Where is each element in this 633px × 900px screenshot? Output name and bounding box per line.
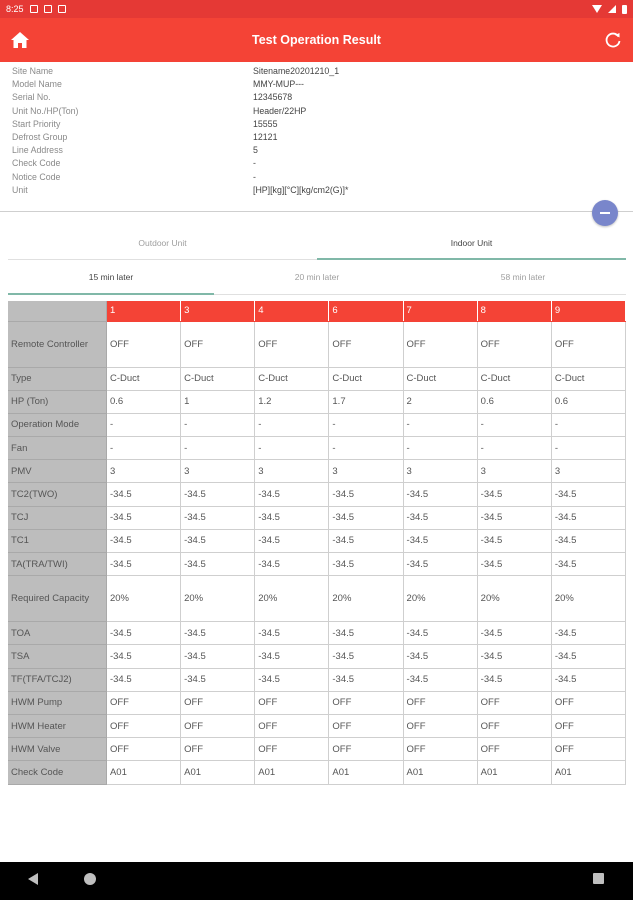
table-cell: A01 xyxy=(551,761,625,784)
info-row xyxy=(12,78,612,91)
table-cell: -34.5 xyxy=(255,553,329,576)
table-cell: -34.5 xyxy=(329,529,403,552)
table-cell: OFF xyxy=(106,714,180,737)
table-cell: -34.5 xyxy=(255,668,329,691)
table-cell: -34.5 xyxy=(477,668,551,691)
info-value: [HP][kg][°C][kg/cm2(G)]* xyxy=(253,184,349,195)
tab-15-min-later[interactable]: 15 min later xyxy=(8,265,214,295)
row-label: TOA xyxy=(8,622,106,645)
table-cell: -34.5 xyxy=(255,529,329,552)
info-value: MMY-MUP--- xyxy=(253,79,304,90)
table-cell: OFF xyxy=(329,691,403,714)
table-cell: -34.5 xyxy=(329,622,403,645)
row-label: Operation Mode xyxy=(8,413,106,436)
table-cell: 0.6 xyxy=(551,390,625,413)
column-header: 4 xyxy=(255,301,329,321)
row-label: TC2(TWO) xyxy=(8,483,106,506)
row-label: PMV xyxy=(8,460,106,483)
divider xyxy=(0,211,633,212)
table-cell: -34.5 xyxy=(106,622,180,645)
table-cell: -34.5 xyxy=(106,645,180,668)
table-cell: -34.5 xyxy=(551,622,625,645)
table-header-row xyxy=(8,301,626,321)
table-cell: 3 xyxy=(255,460,329,483)
table-cell: -34.5 xyxy=(403,506,477,529)
table-cell: OFF xyxy=(181,321,255,367)
table-row xyxy=(8,460,626,483)
table-cell: 3 xyxy=(403,460,477,483)
row-label: HWM Pump xyxy=(8,691,106,714)
table-cell: - xyxy=(403,413,477,436)
table-cell: - xyxy=(477,413,551,436)
row-label: TSA xyxy=(8,645,106,668)
back-icon[interactable] xyxy=(28,873,38,885)
table-cell: -34.5 xyxy=(106,529,180,552)
table-cell: C-Duct xyxy=(329,367,403,390)
table-cell: C-Duct xyxy=(181,367,255,390)
info-value: 5 xyxy=(253,145,258,156)
table-cell: 3 xyxy=(329,460,403,483)
table-cell: 20% xyxy=(477,576,551,622)
table-cell: -34.5 xyxy=(255,506,329,529)
table-cell: 0.6 xyxy=(106,390,180,413)
info-row xyxy=(12,105,612,118)
table-cell: -34.5 xyxy=(403,668,477,691)
table-row xyxy=(8,761,626,784)
table-row xyxy=(8,321,626,367)
table-row xyxy=(8,390,626,413)
table-cell: OFF xyxy=(106,738,180,761)
table-cell: - xyxy=(255,437,329,460)
table-cell: -34.5 xyxy=(181,483,255,506)
table-row xyxy=(8,413,626,436)
table-cell: -34.5 xyxy=(403,553,477,576)
table-cell: - xyxy=(477,437,551,460)
minus-icon xyxy=(600,212,610,214)
table-row xyxy=(8,645,626,668)
table-cell: - xyxy=(551,413,625,436)
table-cell: - xyxy=(181,437,255,460)
table-cell: C-Duct xyxy=(255,367,329,390)
home-button[interactable] xyxy=(0,18,40,62)
row-label: Fan xyxy=(8,437,106,460)
info-value: 12345678 xyxy=(253,92,293,103)
table-cell: OFF xyxy=(403,321,477,367)
site-info-panel xyxy=(12,65,612,197)
table-cell: A01 xyxy=(255,761,329,784)
table-cell: -34.5 xyxy=(551,506,625,529)
refresh-button[interactable] xyxy=(593,18,633,62)
status-time: 8:25 xyxy=(6,4,24,14)
table-row xyxy=(8,529,626,552)
info-row xyxy=(12,171,612,184)
table-row xyxy=(8,553,626,576)
table-cell: OFF xyxy=(106,321,180,367)
table-cell: C-Duct xyxy=(477,367,551,390)
table-cell: -34.5 xyxy=(255,483,329,506)
signal-icon xyxy=(608,5,616,13)
table-cell: -34.5 xyxy=(477,553,551,576)
table-cell: 20% xyxy=(106,576,180,622)
table-cell: OFF xyxy=(551,738,625,761)
table-cell: - xyxy=(403,437,477,460)
tab-20-min-later[interactable]: 20 min later xyxy=(214,265,420,295)
table-cell: OFF xyxy=(255,714,329,737)
table-cell: OFF xyxy=(255,738,329,761)
table-cell: OFF xyxy=(477,738,551,761)
table-cell: -34.5 xyxy=(477,622,551,645)
info-label: Notice Code xyxy=(12,171,61,182)
info-label: Line Address xyxy=(12,145,63,156)
table-row xyxy=(8,691,626,714)
table-cell: 20% xyxy=(181,576,255,622)
table-cell: A01 xyxy=(477,761,551,784)
table-cell: -34.5 xyxy=(106,483,180,506)
notification-icon xyxy=(30,5,38,13)
table-row xyxy=(8,483,626,506)
row-label: Remote Controller xyxy=(8,321,106,367)
info-row xyxy=(12,65,612,78)
info-value: Sitename20201210_1 xyxy=(253,66,340,76)
table-cell: -34.5 xyxy=(106,506,180,529)
table-cell: OFF xyxy=(181,691,255,714)
table-cell: OFF xyxy=(551,321,625,367)
table-cell: -34.5 xyxy=(329,553,403,576)
info-value: 15555 xyxy=(253,118,278,129)
table-cell: C-Duct xyxy=(106,367,180,390)
tab-indoor-unit[interactable]: Indoor Unit xyxy=(317,230,626,260)
table-row xyxy=(8,367,626,390)
wifi-icon xyxy=(592,5,602,13)
row-label: HWM Heater xyxy=(8,714,106,737)
battery-icon xyxy=(622,5,627,14)
shield-icon xyxy=(58,5,66,13)
table-cell: -34.5 xyxy=(403,483,477,506)
table-cell: 3 xyxy=(551,460,625,483)
info-label: Check Code xyxy=(12,158,61,169)
table-cell: -34.5 xyxy=(477,645,551,668)
row-label: HP (Ton) xyxy=(8,390,106,413)
refresh-icon xyxy=(604,31,622,49)
table-cell: - xyxy=(551,437,625,460)
table-cell: 3 xyxy=(477,460,551,483)
table-cell: -34.5 xyxy=(255,645,329,668)
row-label: HWM Valve xyxy=(8,738,106,761)
home-circle-icon[interactable] xyxy=(84,873,96,885)
table-cell: OFF xyxy=(477,321,551,367)
column-header: 8 xyxy=(477,301,551,321)
table-cell: -34.5 xyxy=(106,668,180,691)
table-row xyxy=(8,437,626,460)
table-cell: OFF xyxy=(181,714,255,737)
table-cell: -34.5 xyxy=(551,483,625,506)
info-value: Header/22HP xyxy=(253,105,307,116)
table-cell: - xyxy=(255,413,329,436)
status-bar xyxy=(0,0,633,18)
info-label: Site Name xyxy=(12,66,54,76)
row-label: Check Code xyxy=(8,761,106,784)
table-cell: OFF xyxy=(255,691,329,714)
table-cell: A01 xyxy=(329,761,403,784)
info-label: Unit No./HP(Ton) xyxy=(12,105,79,116)
table-cell: OFF xyxy=(329,738,403,761)
table-cell: 1 xyxy=(181,390,255,413)
info-label: Serial No. xyxy=(12,92,51,103)
column-header: 1 xyxy=(106,301,180,321)
result-table xyxy=(8,301,626,785)
table-cell: - xyxy=(181,413,255,436)
row-label: TC1 xyxy=(8,529,106,552)
table-cell: 20% xyxy=(255,576,329,622)
table-cell: -34.5 xyxy=(551,668,625,691)
table-cell: 0.6 xyxy=(477,390,551,413)
table-cell: OFF xyxy=(551,691,625,714)
column-header: 3 xyxy=(181,301,255,321)
info-label: Defrost Group xyxy=(12,131,68,142)
column-header: 7 xyxy=(403,301,477,321)
table-cell: -34.5 xyxy=(477,506,551,529)
table-cell: OFF xyxy=(181,738,255,761)
app-bar xyxy=(0,18,633,62)
table-cell: -34.5 xyxy=(181,645,255,668)
table-cell: OFF xyxy=(329,714,403,737)
table-cell: - xyxy=(106,413,180,436)
table-cell: -34.5 xyxy=(106,553,180,576)
table-row xyxy=(8,576,626,622)
column-header: 6 xyxy=(329,301,403,321)
table-cell: 1.2 xyxy=(255,390,329,413)
table-cell: 20% xyxy=(551,576,625,622)
sd-card-icon xyxy=(44,5,52,13)
table-cell: -34.5 xyxy=(329,645,403,668)
table-cell: -34.5 xyxy=(255,622,329,645)
row-label: TA(TRA/TWI) xyxy=(8,553,106,576)
result-table-container[interactable] xyxy=(8,301,626,786)
home-icon xyxy=(10,31,30,49)
table-cell: - xyxy=(106,437,180,460)
table-cell: -34.5 xyxy=(181,553,255,576)
table-cell: 20% xyxy=(403,576,477,622)
info-value: - xyxy=(253,158,256,169)
info-value: 12121 xyxy=(253,131,278,142)
table-cell: A01 xyxy=(181,761,255,784)
table-cell: -34.5 xyxy=(551,645,625,668)
info-label: Start Priority xyxy=(12,118,61,129)
time-tab-bar xyxy=(8,265,626,295)
table-row xyxy=(8,668,626,691)
recents-icon[interactable] xyxy=(593,873,604,884)
table-cell: -34.5 xyxy=(329,483,403,506)
info-value: - xyxy=(253,171,256,182)
table-cell: 1.7 xyxy=(329,390,403,413)
page-title: Test Operation Result xyxy=(252,33,381,47)
row-label: Type xyxy=(8,367,106,390)
table-row xyxy=(8,738,626,761)
row-label: TCJ xyxy=(8,506,106,529)
info-row xyxy=(12,118,612,131)
table-cell: -34.5 xyxy=(329,668,403,691)
table-cell: -34.5 xyxy=(403,529,477,552)
table-row xyxy=(8,714,626,737)
table-cell: - xyxy=(329,413,403,436)
table-cell: C-Duct xyxy=(551,367,625,390)
table-cell: A01 xyxy=(106,761,180,784)
table-cell: -34.5 xyxy=(181,529,255,552)
table-cell: 3 xyxy=(181,460,255,483)
table-cell: -34.5 xyxy=(181,506,255,529)
table-cell: OFF xyxy=(403,714,477,737)
table-cell: -34.5 xyxy=(403,622,477,645)
table-cell: OFF xyxy=(329,321,403,367)
info-row xyxy=(12,157,612,170)
unit-tab-bar xyxy=(8,230,626,260)
table-cell: -34.5 xyxy=(477,483,551,506)
table-cell: OFF xyxy=(403,738,477,761)
info-label: Model Name xyxy=(12,79,62,90)
info-row xyxy=(12,144,612,157)
table-cell: -34.5 xyxy=(181,622,255,645)
table-row xyxy=(8,506,626,529)
table-cell: OFF xyxy=(551,714,625,737)
table-corner xyxy=(8,301,106,321)
table-cell: 2 xyxy=(403,390,477,413)
column-header: 9 xyxy=(551,301,625,321)
tab-outdoor-unit[interactable]: Outdoor Unit xyxy=(8,230,317,260)
table-row xyxy=(8,622,626,645)
table-cell: OFF xyxy=(255,321,329,367)
table-cell: 20% xyxy=(329,576,403,622)
navigation-bar xyxy=(0,862,633,900)
table-cell: -34.5 xyxy=(477,529,551,552)
table-cell: -34.5 xyxy=(329,506,403,529)
table-cell: 3 xyxy=(106,460,180,483)
tab-58-min-later[interactable]: 58 min later xyxy=(420,265,626,295)
table-cell: - xyxy=(329,437,403,460)
table-cell: OFF xyxy=(106,691,180,714)
row-label: Required Capacity xyxy=(8,576,106,622)
info-row xyxy=(12,184,612,197)
table-cell: C-Duct xyxy=(403,367,477,390)
table-cell: OFF xyxy=(477,714,551,737)
table-cell: -34.5 xyxy=(181,668,255,691)
table-cell: -34.5 xyxy=(403,645,477,668)
table-cell: OFF xyxy=(403,691,477,714)
info-row xyxy=(12,91,612,104)
table-cell: -34.5 xyxy=(551,553,625,576)
table-cell: -34.5 xyxy=(551,529,625,552)
table-cell: OFF xyxy=(477,691,551,714)
collapse-button[interactable] xyxy=(592,200,618,226)
info-row xyxy=(12,131,612,144)
table-cell: A01 xyxy=(403,761,477,784)
info-label: Unit xyxy=(12,184,28,195)
row-label: TF(TFA/TCJ2) xyxy=(8,668,106,691)
